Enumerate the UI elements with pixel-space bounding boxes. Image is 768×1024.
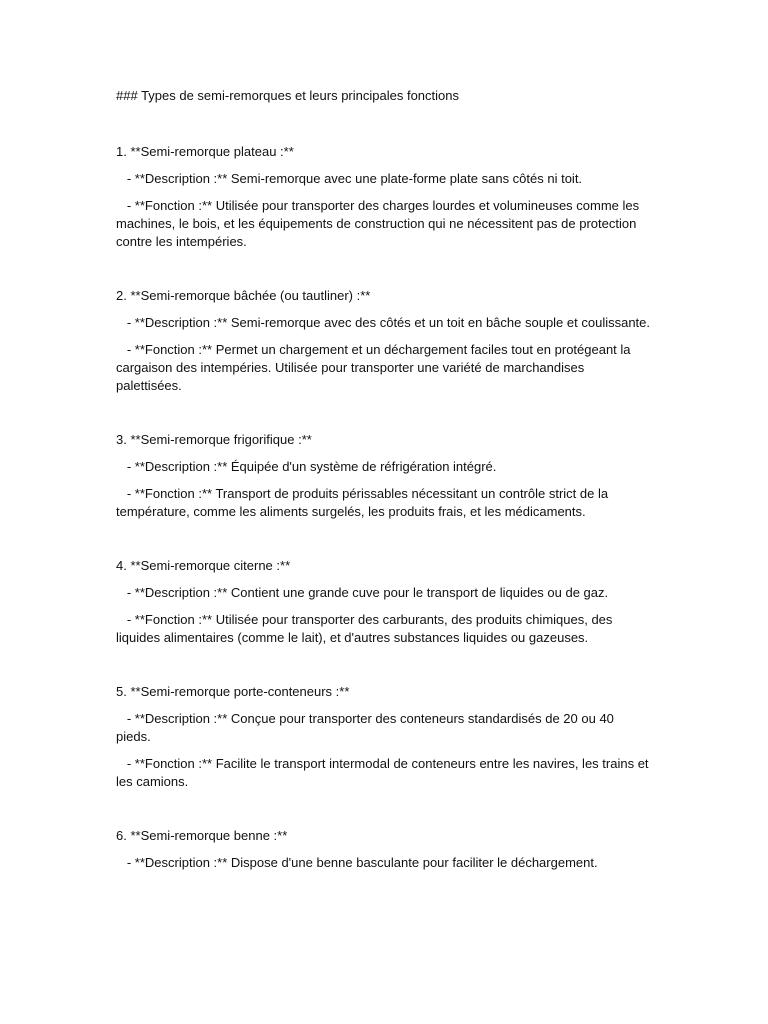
section-heading: 3. **Semi-remorque frigorifique :**: [116, 432, 312, 447]
section-heading: 4. **Semi-remorque citerne :**: [116, 558, 291, 573]
section-tipper: [116, 827, 651, 872]
section-description: - **Description :** Dispose d'une benne basculante pour faciliter le déchargement.: [116, 855, 598, 870]
section-function: - **Fonction :** Utilisée pour transporter des charges lourdes et volumineuses comme les machines, le bois, et les équipements de construction qui ne nécessitent pas de protection contre les intempéries.: [116, 198, 640, 249]
document-title: ### Types de semi-remorques et leurs principales fonctions: [116, 88, 459, 103]
section-container-carrier: [116, 683, 651, 791]
section-heading: 1. **Semi-remorque plateau :**: [116, 144, 294, 159]
section-function: - **Fonction :** Transport de produits périssables nécessitant un contrôle strict de la température, comme les aliments surgelés, les produits frais, et les médicaments.: [116, 486, 609, 519]
section-description: - **Description :** Équipée d'un système de réfrigération intégré.: [116, 459, 497, 474]
section-flatbed: [116, 143, 651, 251]
document-body: [116, 87, 651, 872]
section-description: - **Description :** Semi-remorque avec une plate-forme plate sans côtés ni toit.: [116, 171, 583, 186]
section-heading: 5. **Semi-remorque porte-conteneurs :**: [116, 684, 350, 699]
section-heading: 2. **Semi-remorque bâchée (ou tautliner) :**: [116, 288, 371, 303]
section-function: - **Fonction :** Utilisée pour transporter des carburants, des produits chimiques, des liquides alimentaires (comme le lait), et d'autres substances liquides ou gazeuses.: [116, 612, 613, 645]
section-tanker: [116, 557, 651, 647]
section-heading: 6. **Semi-remorque benne :**: [116, 828, 288, 843]
section-description: - **Description :** Conçue pour transporter des conteneurs standardisés de 20 ou 40 pieds.: [116, 711, 614, 744]
section-function: - **Fonction :** Facilite le transport intermodal de conteneurs entre les navires, les trains et les camions.: [116, 756, 649, 789]
section-description: - **Description :** Semi-remorque avec des côtés et un toit en bâche souple et coulissante.: [116, 315, 651, 330]
section-tautliner: [116, 287, 651, 395]
section-function: - **Fonction :** Permet un chargement et un déchargement faciles tout en protégeant la cargaison des intempéries. Utilisée pour transporter une variété de marchandises palettisées.: [116, 342, 631, 393]
section-description: - **Description :** Contient une grande cuve pour le transport de liquides ou de gaz.: [116, 585, 609, 600]
section-refrigerated: [116, 431, 651, 521]
